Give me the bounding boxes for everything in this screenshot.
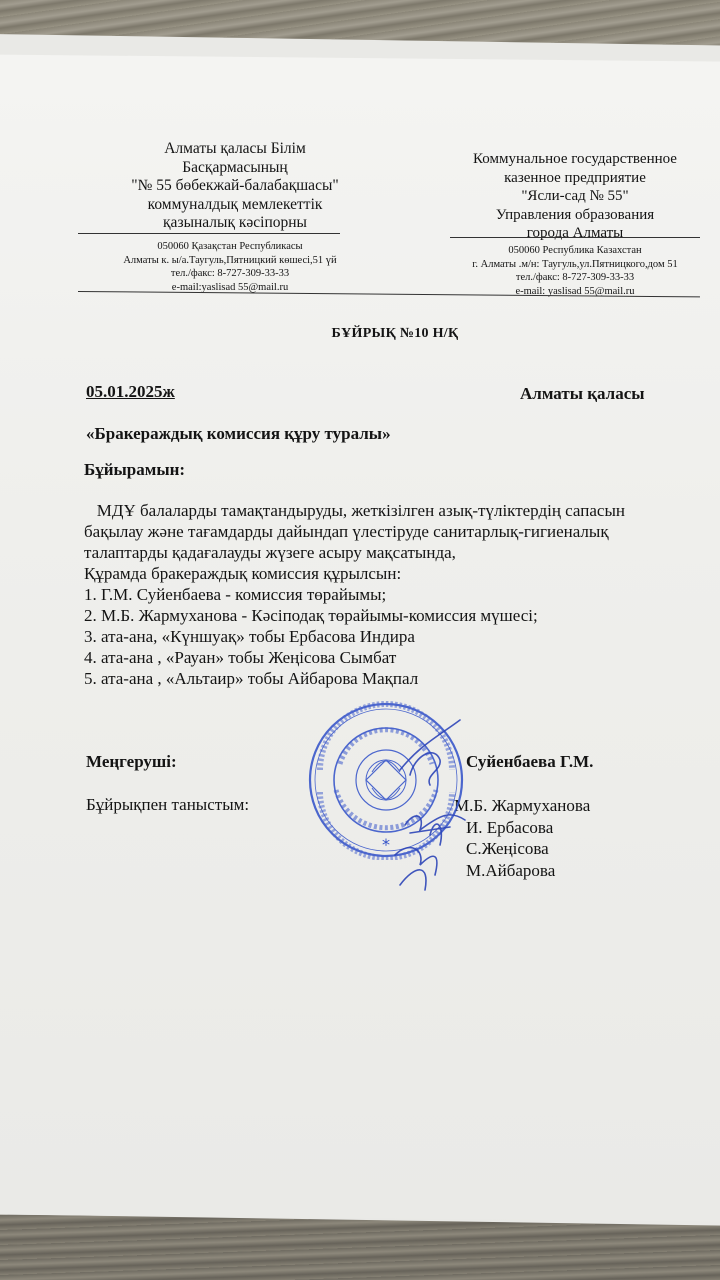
handwritten-signatures-icon [380,715,490,895]
header-right-rule-top [450,237,700,238]
acknowledged-name: М.Айбарова [466,860,556,880]
body-line: 2. М.Б. Жармуханова - Кәсіподақ төрайымы-комиссия мүшесі; [84,606,538,625]
header-right-line: города Алматы [526,225,624,241]
header-left-line: Алматы қаласы Білім [164,140,306,157]
body-line: МДҰ балаларды тамақтандыруды, жеткізілген азық-түліктердің сапасын [84,501,625,520]
header-left-contact: тел./факс: 8-727-309-33-33 [170,268,290,279]
acknowledged-name: И. Ербасова [466,817,554,837]
header-right-line: "Ясли-сад № 55" [521,188,629,204]
head-name: Суйенбаева Г.М. [466,752,594,771]
order-word: Бұйырамын: [84,460,186,479]
header-right-line: казенное предприятие [504,169,646,186]
header-left-line: Басқармасының [182,158,288,176]
header-left-contact: Алматы к. ы/а.Таугуль,Пятницкий көшесі,51 үй [123,254,337,266]
header-right-line: Управления образования [495,206,655,223]
body-line: 5. ата-ана , «Альтаир» тобы Айбарова Мақпал [84,669,419,688]
header-right-contact: 050060 Республика Казахстан [508,245,642,256]
acknowledged-name: С.Жеңісова [466,839,549,858]
body-line: талаптарды қадағалауды жүзеге асыру мақсатында, [84,543,456,562]
order-subject: «Бракераждық комиссия құру туралы» [86,424,391,443]
order-body [84,500,674,689]
header-right-contact: тел./факс: 8-727-309-33-33 [515,272,635,283]
header-left-line: қазыналық кәсіпорны [163,214,307,231]
body-line: 3. ата-ана, «Күншуақ» тобы Ербасова Индира [84,627,415,646]
header-left-org [80,140,390,233]
header-left-contact: e-mail:yaslisad 55@mail.ru [171,281,289,293]
header-left-line: "№ 55 бөбекжай-балабақшасы" [131,177,339,194]
body-line: 4. ата-ана , «Рауан» тобы Жеңісова Сымбат [84,648,397,667]
header-left-contacts [80,240,380,294]
header-left-contact: 050060 Қазақстан Республикасы [157,241,303,252]
acknowledged-label: Бұйрықпен таныстым: [86,795,250,814]
body-line: Құрамда бракераждық комиссия құрылсын: [84,564,402,583]
header-right-contacts [450,244,700,298]
order-title: БҰЙРЫҚ №10 Н/Қ [331,326,459,341]
svg-text:*: * [382,835,390,854]
order-date: 05.01.2025ж [86,382,175,401]
head-label: Меңгеруші: [86,752,177,771]
body-line: бақылау және тағамдарды дайындап үлестіруде санитарлық-гигиеналық [84,522,609,541]
body-line: 1. Г.М. Суйенбаева - комиссия төрайымы; [84,585,387,604]
order-city: Алматы қаласы [520,384,645,403]
header-left-line: коммуналдық мемлекеттік [147,195,323,213]
header-right-contact: e-mail: yaslisad 55@mail.ru [515,285,635,297]
header-left-rule-top [78,233,340,234]
header-right-contact: г. Алматы .м/н: Таугуль,ул.Пятницкого,дом 51 [472,258,678,270]
header-right-line: Коммунальное государственное [473,151,677,167]
header-right-org [450,150,700,243]
acknowledged-name: М.Б. Жармуханова [454,796,591,815]
